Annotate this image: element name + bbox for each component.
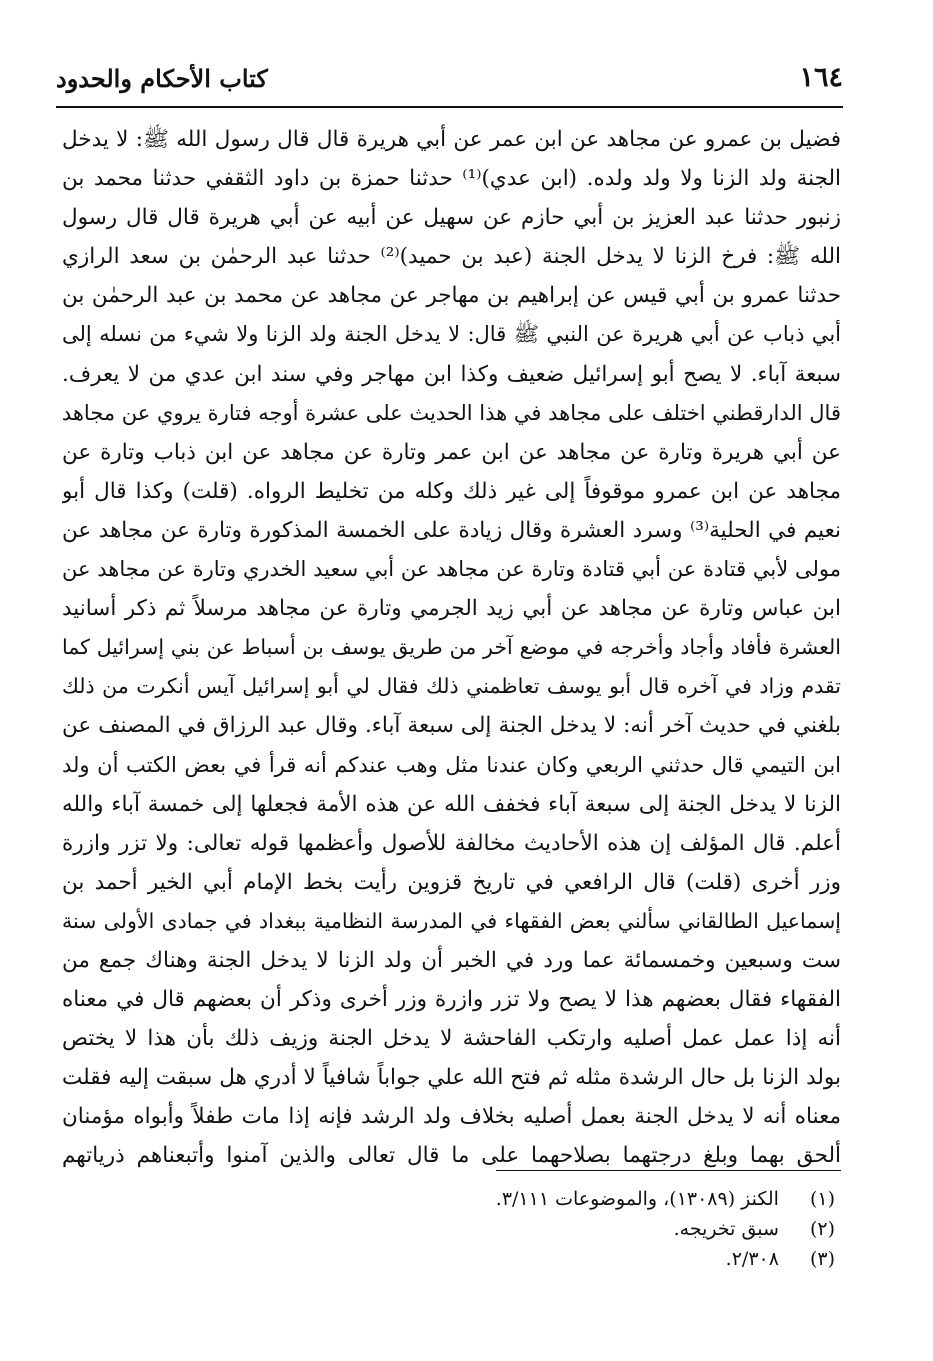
text-line: الفقهاء فقال بعضهم هذا لا يصح ولا تزر وازرة وزر أخرى وذكر أن بعضهم قال في معناه (62, 987, 841, 1013)
text-line: أعلم. قال المؤلف إن هذه الأحاديث مخالفة للأصول وأعظمها قوله تعالى: ولا تزر وازرة (62, 830, 841, 856)
text-line: قال الدارقطني اختلف على مجاهد في هذا الحديث على عشرة أوجه فتارة يروي عن مجاهد (62, 400, 841, 425)
footnote (62, 1244, 835, 1274)
running-header (56, 62, 843, 102)
text-line: فضيل بن عمرو عن مجاهد عن ابن عمر عن أبي هريرة قال قال رسول الله ﷺ: لا يدخل (62, 127, 841, 152)
footnote-text: الكنز (١٣٠٨٩)، والموضوعات ٣/١١١. (495, 1188, 779, 1210)
text-line: العشرة فأفاد وأجاد وأخرجه في موضع آخر من طريق يوسف بن أسباط عن بني إسرائيل كما (62, 635, 841, 660)
text-line: مولى لأبي قتادة عن أبي قتادة وتارة عن مجاهد عن أبي سعيد الخدري وتارة عن مجاهد عن (62, 557, 841, 582)
footnote (62, 1184, 835, 1214)
text-line: بلغني في حديث آخر أنه: لا يدخل الجنة إلى سبعة آباء. وقال عبد الرزاق في المصنف عن (62, 713, 841, 739)
header-rule (56, 106, 843, 108)
text-line: بولد الزنا بل حال الرشدة مثله ثم فتح الله علي جواباً شافياً لا أدري هل سبقت إليه فقلت (62, 1065, 841, 1091)
running-title: كتاب الأحكام والحدود (56, 64, 268, 93)
text-line: ألحق بهما وبلغ درجتهما بصلاحهما على ما قال تعالى والذين آمنوا وأتبعناهم ذرياتهم (62, 1143, 841, 1169)
footnote (62, 1214, 835, 1244)
text-line: أنه إذا عمل عمل أصليه وارتكب الفاحشة لا يدخل الجنة وزيف ذلك بأن هذا لا يختص (62, 1026, 841, 1052)
footnote-number: (٣) (809, 1248, 835, 1270)
text-line: الجنة ولد الزنا ولا ولد ولده. (ابن عدي)⁽¹⁾ حدثنا حمزة بن داود الثقفي حدثنا محمد بن (62, 166, 841, 192)
text-line: ست وسبعين وخمسمائة عما ورد في الخبر أن ولد الزنا لا يدخل الجنة وهناك جمع من (62, 947, 841, 973)
text-line: سبعة آباء. لا يصح أبو إسرائيل ضعيف وكذا ابن مهاجر وفي سند ابن عدي من لا يعرف. (62, 361, 841, 387)
footnote-number: (١) (809, 1188, 835, 1210)
footnote-text: ٢/٣٠٨. (725, 1248, 779, 1270)
footnote-number: (٢) (809, 1218, 835, 1240)
text-line: إسماعيل الطالقاني سألني بعض الفقهاء في المدرسة النظامية ببغداد في جمادى الأولى سنة (62, 908, 841, 933)
text-line: تقدم وزاد في آخره قال أبو يوسف تعاظمني ذلك فقال لي أبو إسرائيل آيس أنكرت من ذلك (62, 674, 841, 699)
footnote-text: سبق تخريجه. (673, 1218, 779, 1240)
text-line: وزر أخرى (قلت) قال الرافعي في تاريخ قزوين رأيت بخط الإمام أبي الخير أحمد بن (62, 869, 841, 895)
text-line: معناه أنه لا يدخل الجنة بعمل أصليه بخلاف ولد الرشد فإنه إذا مات طفلاً وأبواه مؤمنان (62, 1104, 841, 1130)
text-line: زنبور حدثنا عبد العزيز بن أبي حازم عن سهيل عن أبيه عن أبي هريرة قال قال رسول (62, 205, 841, 231)
text-line: أبي ذباب عن أبي هريرة عن النبي ﷺ قال: لا يدخل الجنة ولد الزنا ولا شيء من نسله إلى (62, 322, 841, 347)
text-line: الزنا لا يدخل الجنة إلى سبعة آباء فخفف الله عن هذه الأمة فجعلها إلى خمسة آباء والله (62, 791, 841, 817)
text-line: ابن التيمي قال حدثني الربعي وكان عندنا مثل وهب عندكم أنه قرأ في بعض الكتب أن ولد (62, 752, 841, 777)
main-text (62, 120, 841, 1176)
text-line: عن أبي هريرة وتارة عن مجاهد عن ابن عمر وتارة عن مجاهد عن ابن ذباب وتارة عن (62, 439, 841, 465)
text-line: مجاهد عن ابن عمرو موقوفاً إلى غير ذلك وكله من تخليط الرواه. (قلت) وكذا قال أبو (62, 478, 841, 504)
text-line: نعيم في الحلية⁽³⁾ وسرد العشرة وقال زيادة على الخمسة المذكورة وتارة عن مجاهد عن (62, 517, 841, 543)
page-number: ١٦٤ (799, 62, 843, 93)
text-line: الله ﷺ: فرخ الزنا لا يدخل الجنة (عبد بن حميد)⁽²⁾ حدثنا عبد الرحمٰن بن سعد الرازي (62, 244, 841, 270)
text-line: حدثنا عمرو بن أبي قيس عن إبراهيم بن مهاجر عن مجاهد عن محمد بن عبد الرحمٰن بن (62, 283, 841, 309)
text-line: ابن عباس وتارة عن مجاهد عن أبي زيد الجرمي وتارة عن مجاهد مرسلاً ثم ذكر أسانيد (62, 596, 841, 622)
footnote-rule (496, 1170, 841, 1171)
footnotes (62, 1184, 835, 1274)
